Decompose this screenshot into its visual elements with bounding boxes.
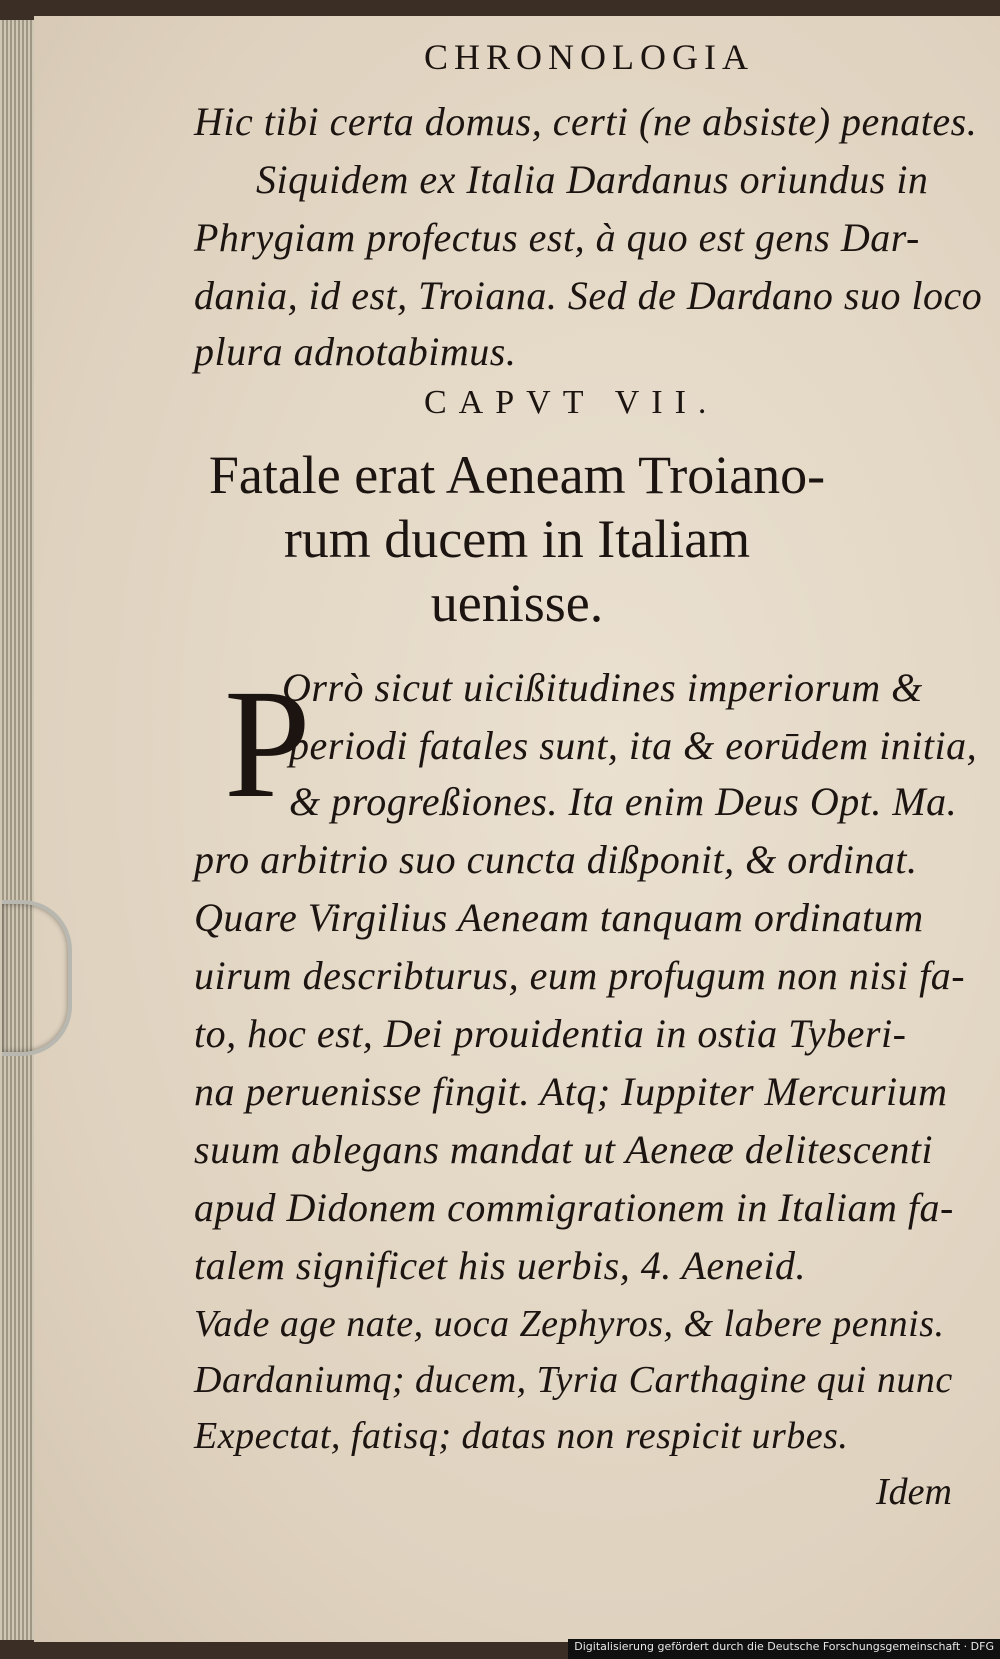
text-line: dania, id est, Troiana. Sed de Dardano suo loco [194, 273, 983, 318]
text-line: to, hoc est, Dei prouidentia in ostia Tyberi- [194, 1011, 907, 1056]
page-clip [2, 900, 72, 1056]
text-line: na peruenisse fingit. Atq; Iuppiter Mercurium [194, 1069, 948, 1114]
text-line: Hic tibi certa domus, certi (ne absiste) penates. [194, 99, 978, 144]
verse-line: Dardaniumq; ducem, Tyria Carthagine qui nunc [194, 1359, 953, 1401]
book-page [34, 16, 1000, 1642]
chapter-title-line: uenisse. [430, 573, 604, 633]
chapter-title-line: rum ducem in Italiam [283, 509, 751, 569]
chapter-heading: CAPVT VII. [424, 384, 719, 421]
page-stack-edge [0, 20, 34, 1640]
drop-initial: P [224, 657, 311, 830]
text-line: Phrygiam profectus est, à quo est gens Dar- [194, 215, 920, 260]
verse-line: Vade age nate, uoca Zephyros, & labere pennis. [194, 1303, 945, 1345]
text-line: Quare Virgilius Aeneam tanquam ordinatum [194, 895, 924, 940]
text-line: suum ablegans mandat ut Aeneæ delitescenti [194, 1127, 934, 1172]
text-line: & progreßiones. Ita enim Deus Opt. Ma. [289, 779, 958, 824]
digitization-credit: Digitalisierung gefördert durch die Deutsche Forschungsgemeinschaft · DFG [568, 1639, 1000, 1659]
chapter-title-line: Fatale erat Aeneam Troiano- [208, 445, 826, 505]
text-line: pro arbitrio suo cuncta dißponit, & ordinat. [194, 837, 918, 882]
text-line: plura adnotabimus. [194, 329, 517, 374]
verse-line: Expectat, fatisq; datas non respicit urbes. [194, 1415, 849, 1457]
text-line: apud Didonem commigrationem in Italiam fa- [194, 1185, 954, 1230]
running-head: CHRONOLOGIA [424, 37, 754, 77]
text-line: Siquidem ex Italia Dardanus oriundus in [256, 157, 929, 202]
text-line: uirum describturus, eum profugum non nisi fa- [194, 953, 966, 998]
text-line: talem significet his uerbis, 4. Aeneid. [194, 1243, 807, 1288]
catchword: Idem [876, 1471, 952, 1513]
text-line: Orrò sicut uicißitudines imperiorum & [282, 665, 923, 710]
text-line: periodi fatales sunt, ita & eorūdem initia, [289, 723, 978, 768]
